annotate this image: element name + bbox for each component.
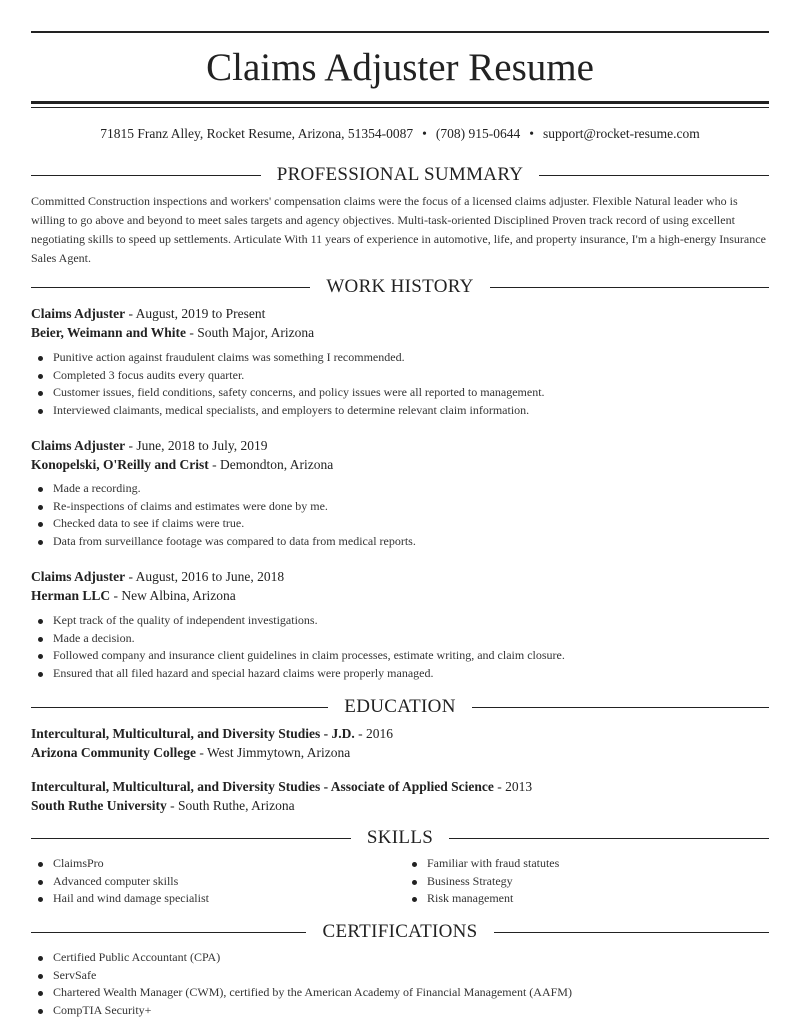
- job-title-line: [31, 568, 769, 585]
- education-degree: Intercultural, Multicultural, and Diversity Studies - Associate of Applied Science: [31, 779, 494, 794]
- job-company-line: [31, 456, 769, 473]
- job-bullets: [31, 349, 769, 419]
- job-company: Konopelski, O'Reilly and Crist: [31, 457, 209, 472]
- section-heading-summary: [31, 163, 769, 187]
- job-title: Claims Adjuster: [31, 438, 126, 453]
- job-title: Claims Adjuster: [31, 306, 126, 321]
- list-item: Data from surveillance footage was compared to data from medical reports.: [31, 533, 769, 551]
- list-item: Followed company and insurance client guidelines in claim processes, estimate writing, and claim closure.: [31, 647, 769, 665]
- list-item: Business Strategy: [405, 873, 769, 891]
- education-school-line: [31, 744, 769, 761]
- heading-rule: [490, 287, 769, 288]
- section-heading-skills: [31, 826, 769, 850]
- list-item: Kept track of the quality of independent investigations.: [31, 612, 769, 630]
- job-title: Claims Adjuster: [31, 569, 126, 584]
- heading-rule: [31, 838, 351, 839]
- list-item: ServSafe: [31, 967, 769, 985]
- job-title-line: [31, 305, 769, 322]
- list-item: Punitive action against fraudulent claims was something I recommended.: [31, 349, 769, 367]
- job-location: - South Major, Arizona: [186, 325, 315, 340]
- education-location: - West Jimmytown, Arizona: [195, 745, 351, 760]
- list-item: Re-inspections of claims and estimates were done by me.: [31, 498, 769, 516]
- heading-rule: [31, 707, 328, 708]
- job-bullets: [31, 612, 769, 682]
- list-item: Chartered Wealth Manager (CWM), certified by the American Academy of Financial Management (AAFM): [31, 984, 769, 1002]
- list-item: Checked data to see if claims were true.: [31, 515, 769, 533]
- education-school: South Ruthe University: [31, 798, 167, 813]
- section-heading-certifications: [31, 920, 769, 944]
- list-item: Customer issues, field conditions, safety concerns, and policy issues were all reported to management.: [31, 384, 769, 402]
- list-item: Familiar with fraud statutes: [405, 855, 769, 873]
- contact-separator: •: [422, 126, 427, 141]
- heading-rule: [31, 287, 310, 288]
- contact-address: 71815 Franz Alley, Rocket Resume, Arizona, 51354-0087: [100, 126, 414, 141]
- job-location: - Demondton, Arizona: [208, 457, 334, 472]
- certifications-list: [31, 949, 769, 1019]
- title-rule-thick: [31, 101, 769, 104]
- section-title: WORK HISTORY: [326, 276, 474, 297]
- list-item: CompTIA Security+: [31, 1002, 769, 1020]
- contact-separator: •: [529, 126, 535, 141]
- job-company-line: [31, 324, 769, 341]
- job-dates: - June, 2018 to July, 2019: [125, 438, 268, 453]
- top-rule: [31, 31, 769, 33]
- section-title: EDUCATION: [344, 696, 456, 717]
- list-item: Made a decision.: [31, 630, 769, 648]
- education-location: - South Ruthe, Arizona: [166, 798, 295, 813]
- education-school: Arizona Community College: [31, 745, 196, 760]
- resume-title: Claims Adjuster Resume: [206, 46, 594, 89]
- heading-rule: [472, 707, 769, 708]
- contact-phone: (708) 915-0644: [435, 126, 521, 141]
- education-degree-line: [31, 725, 769, 742]
- heading-rule: [494, 932, 769, 933]
- section-title: SKILLS: [366, 827, 434, 848]
- education-year: - 2016: [354, 726, 393, 741]
- list-item: ClaimsPro: [31, 855, 391, 873]
- job-company-line: [31, 587, 769, 604]
- list-item: Ensured that all filed hazard and special hazard claims were properly managed.: [31, 665, 769, 683]
- list-item: Risk management: [405, 890, 769, 908]
- job-location: - New Albina, Arizona: [110, 588, 236, 603]
- list-item: Advanced computer skills: [31, 873, 391, 891]
- list-item: Hail and wind damage specialist: [31, 890, 391, 908]
- skills-list-left: [31, 855, 391, 908]
- contact-email: support@rocket-resume.com: [543, 126, 700, 141]
- job-bullets: [31, 480, 769, 550]
- list-item: Made a recording.: [31, 480, 769, 498]
- education-degree-line: [31, 778, 769, 795]
- job-title-line: [31, 437, 769, 454]
- list-item: Interviewed claimants, medical specialists, and employers to determine relevant claim information.: [31, 402, 769, 420]
- summary-text: Committed Construction inspections and workers' compensation claims were the focus of a licensed claims adjuster. Flexible Natural leader who is willing to go above and beyond to meet sales targets and agency objectives. Multi-task-oriented Disciplined Proven track record of using excellent negotiating skills to speed up settlements. Articulate With 11 years of experience in automotive, life, and property insurance, I'm a high-energy Insurance Sales Agent.: [31, 194, 766, 265]
- heading-rule: [31, 175, 261, 176]
- education-year: - 2013: [493, 779, 533, 794]
- section-heading-education: [31, 695, 769, 719]
- job-dates: - August, 2016 to June, 2018: [125, 569, 285, 584]
- list-item: Completed 3 focus audits every quarter.: [31, 367, 769, 385]
- section-heading-work: [31, 275, 769, 299]
- education-school-line: [31, 797, 769, 814]
- list-item: Certified Public Accountant (CPA): [31, 949, 769, 967]
- education-degree: Intercultural, Multicultural, and Diversity Studies - J.D.: [31, 726, 355, 741]
- heading-rule: [31, 932, 306, 933]
- job-company: Beier, Weimann and White: [31, 325, 187, 340]
- job-dates: - August, 2019 to Present: [125, 306, 266, 321]
- section-title: PROFESSIONAL SUMMARY: [276, 164, 524, 185]
- section-title: CERTIFICATIONS: [322, 921, 478, 942]
- skills-list-right: [405, 855, 769, 908]
- job-company: Herman LLC: [31, 588, 111, 603]
- heading-rule: [449, 838, 769, 839]
- title-rule-thin: [31, 107, 769, 108]
- contact-line: [0, 126, 800, 142]
- heading-rule: [539, 175, 769, 176]
